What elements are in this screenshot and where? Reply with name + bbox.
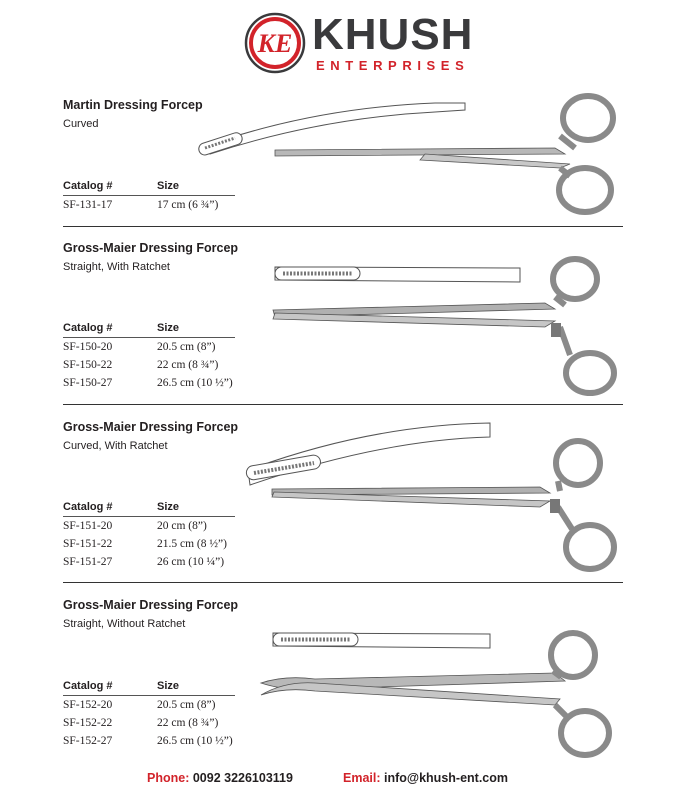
ke-monogram-icon <box>244 12 306 74</box>
forcep-illustration <box>190 88 630 223</box>
catalog-table <box>63 680 235 750</box>
table-header <box>63 680 235 696</box>
catalog-number: SF-151-22 <box>63 538 113 550</box>
product-title: Gross-Maier Dressing Forcep <box>63 241 239 255</box>
catalog-number: SF-131-17 <box>63 199 113 211</box>
forcep-illustration <box>265 255 630 400</box>
catalog-header: Catalog # <box>63 680 113 692</box>
catalog-table <box>63 501 235 571</box>
size-value: 21.5 cm (8 ½”) <box>157 538 227 550</box>
product-subtitle: Curved, With Ratchet <box>63 440 168 452</box>
catalog-header: Catalog # <box>63 180 113 192</box>
product-title: Martin Dressing Forcep <box>63 98 203 112</box>
size-value: 26.5 cm (10 ½”) <box>157 377 233 389</box>
size-value: 26.5 cm (10 ½”) <box>157 735 233 747</box>
product-title: Gross-Maier Dressing Forcep <box>63 598 239 612</box>
product-subtitle: Straight, With Ratchet <box>63 261 170 273</box>
email-block <box>343 771 508 785</box>
catalog-number: SF-150-27 <box>63 377 113 389</box>
size-header: Size <box>157 501 180 513</box>
catalog-header: Catalog # <box>63 501 113 513</box>
size-value: 26 cm (10 ¼”) <box>157 556 225 568</box>
table-row <box>63 517 235 535</box>
table-row <box>63 338 235 356</box>
product-title: Gross-Maier Dressing Forcep <box>63 420 239 434</box>
section-divider <box>63 226 623 227</box>
phone-label: Phone: <box>147 771 190 785</box>
section-divider <box>63 404 623 405</box>
size-value: 20.5 cm (8”) <box>157 699 216 711</box>
catalog-number: SF-151-20 <box>63 520 113 532</box>
phone-block <box>147 771 293 785</box>
table-header <box>63 322 235 338</box>
product-subtitle: Curved <box>63 118 99 130</box>
table-row <box>63 374 235 392</box>
catalog-number: SF-150-22 <box>63 359 113 371</box>
catalog-number: SF-151-27 <box>63 556 113 568</box>
email-label: Email: <box>343 771 381 785</box>
catalog-number: SF-152-27 <box>63 735 113 747</box>
catalog-number: SF-152-20 <box>63 699 113 711</box>
table-row <box>63 553 235 571</box>
size-value: 17 cm (6 ¾”) <box>157 199 219 211</box>
size-value: 22 cm (8 ¾”) <box>157 717 219 729</box>
size-value: 20 cm (8”) <box>157 520 207 532</box>
brand-name: KHUSH <box>312 10 474 59</box>
catalog-header: Catalog # <box>63 322 113 334</box>
size-header: Size <box>157 680 180 692</box>
phone-number[interactable]: 0092 3226103119 <box>192 771 293 785</box>
size-value: 22 cm (8 ¾”) <box>157 359 219 371</box>
brand-subname: ENTERPRISES <box>316 58 470 73</box>
product-subtitle: Straight, Without Ratchet <box>63 618 186 630</box>
table-row <box>63 535 235 553</box>
catalog-table <box>63 322 235 392</box>
catalog-number: SF-150-20 <box>63 341 113 353</box>
size-header: Size <box>157 180 180 192</box>
table-row <box>63 732 235 750</box>
forcep-illustration <box>240 415 630 580</box>
catalog-number: SF-152-22 <box>63 717 113 729</box>
email-address[interactable]: info@khush-ent.com <box>384 771 508 785</box>
table-row <box>63 356 235 374</box>
brand-logo <box>236 10 474 84</box>
size-value: 20.5 cm (8”) <box>157 341 216 353</box>
table-header <box>63 501 235 517</box>
table-row <box>63 696 235 714</box>
size-header: Size <box>157 322 180 334</box>
section-divider <box>63 582 623 583</box>
monogram-text: KE <box>257 29 293 58</box>
table-row <box>63 714 235 732</box>
forcep-illustration <box>255 625 625 765</box>
